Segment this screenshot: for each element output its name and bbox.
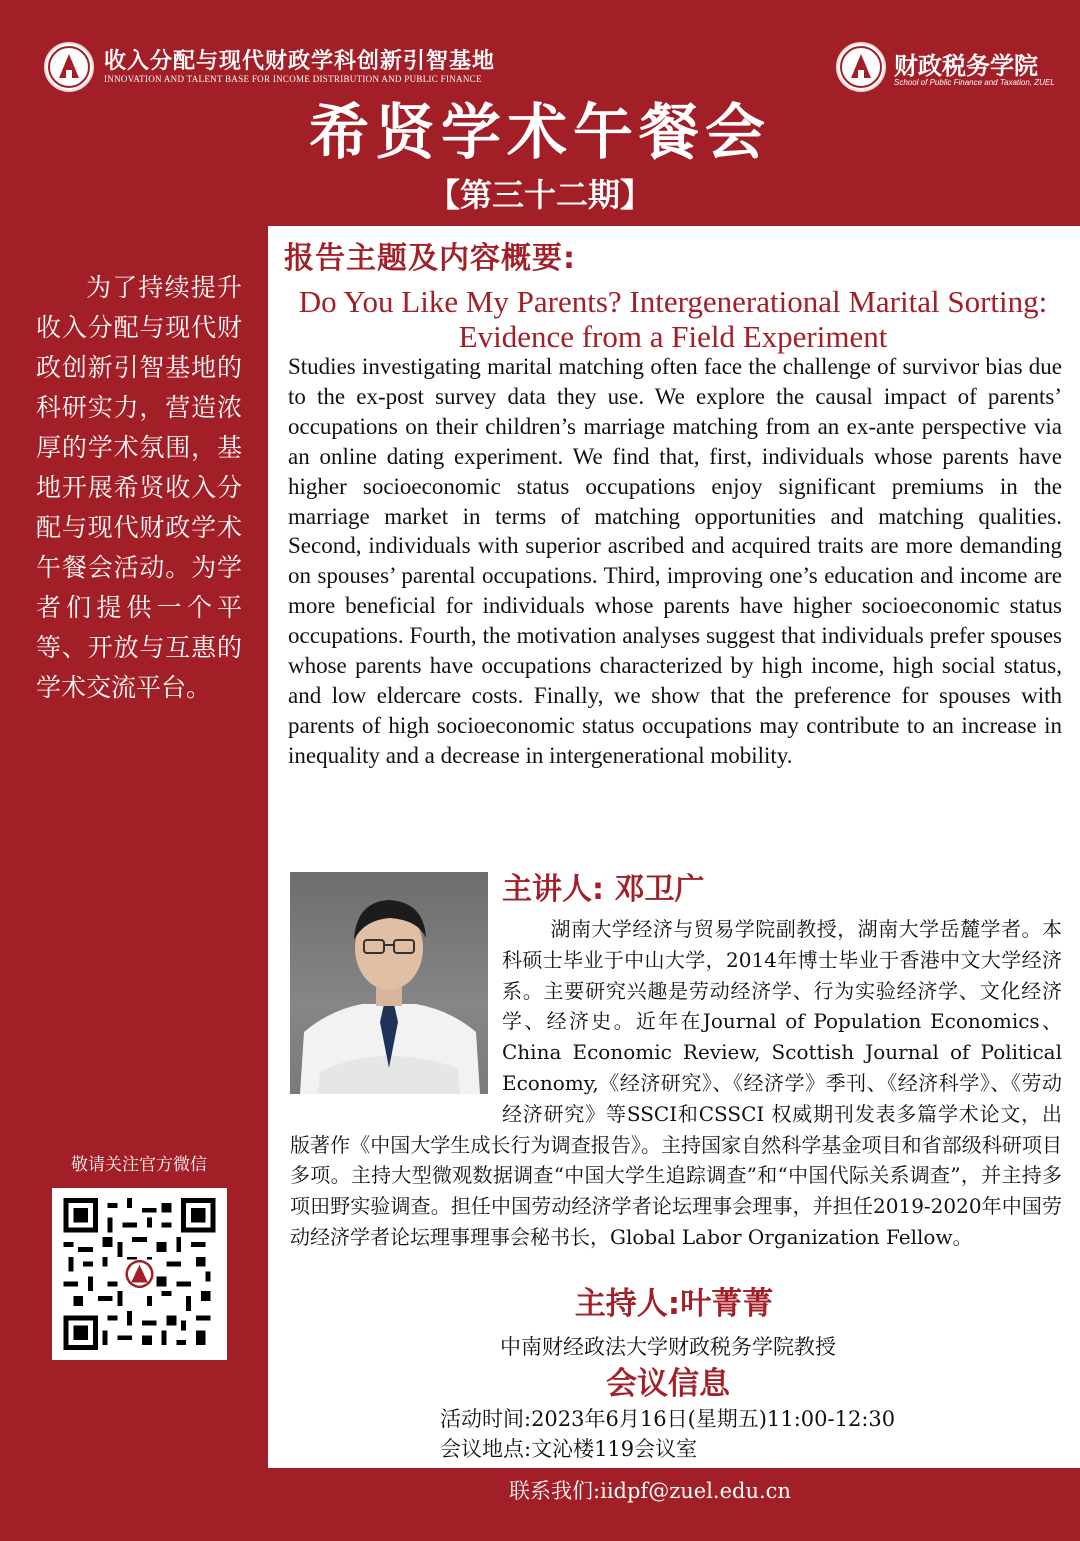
base-logo: [44, 42, 496, 92]
meeting-time: 活动时间:2023年6月16日(星期五)11:00-12:30: [440, 1407, 896, 1431]
base-name-en: INNOVATION AND TALENT BASE FOR INCOME DISTRIBUTION AND PUBLIC FINANCE: [104, 74, 482, 84]
school-logo: [836, 42, 1055, 92]
meeting-place: 会议地点:文沁楼119会议室: [440, 1437, 698, 1461]
school-name-en: School of Public Finance and Taxation, ZUEL: [894, 78, 1055, 87]
base-name-cn: 收入分配与现代财政学科创新引智基地: [104, 49, 496, 74]
follow-label: 敬请关注官方微信: [71, 1155, 207, 1175]
school-seal-icon: [836, 42, 886, 92]
speaker-bio: [290, 914, 1062, 1253]
issue-number: 【第三十二期】: [427, 176, 652, 214]
intro-text: 为了持续提升收入分配与现代财政创新引智基地的科研实力，营造浓厚的学术氛围，基地开展希贤收入分配与现代财政学术午餐会活动。为学者们提供一个平等、开放与互惠的学术交流平台。: [36, 273, 242, 702]
photo-spacer: [290, 914, 502, 1100]
speaker-bio-text: 湖南大学经济与贸易学院副教授，湖南大学岳麓学者。本科硕士毕业于中山大学，2014年博士毕业于香港中文大学经济系。主要研究兴趣是劳动经济学、行为实验经济学、文化经济学、经济史。近年在Journal of Population Economics、China Economic Review, Scottish Journal of Political Economy,《经济研究》、《经济学》季刊、《经济科学》、《劳动经济研究》等SSCI和CSSCI 权威期刊发表多篇学术论文，出版著作《中国大学生成长行为调查报告》。主持国家自然科学基金项目和省部级科研项目多项。主持大型微观数据调查“中国大学生追踪调查”和“中国代际关系调查”，并主持多项田野实验调查。担任中国劳动经济学者论坛理事会理事，并担任2019-2020年中国劳动经济学者论坛理事理事会秘书长，Global Labor Organization Fellow。: [290, 917, 1062, 1249]
wechat-qr-code: [52, 1188, 227, 1360]
contact-email[interactable]: 联系我们:iidpf@zuel.edu.cn: [509, 1479, 791, 1503]
base-seal-icon: [44, 42, 94, 92]
meeting-heading: 会议信息: [606, 1366, 730, 1402]
qr-code-icon: [62, 1198, 217, 1350]
page-title: 希贤学术午餐会: [309, 98, 771, 168]
host-description: 中南财经政法大学财政税务学院教授: [500, 1335, 836, 1359]
school-name-cn: 财政税务学院: [894, 52, 1038, 80]
host-heading: 主持人:叶菁菁: [574, 1286, 774, 1322]
speaker-heading: 主讲人: 邓卫广: [502, 872, 705, 907]
abstract-text: Studies investigating marital matching often face the challenge of survivor bias due to the ex-post survey data they use. We explore the causal impact of parents’ occupations on their children’s marriage matching from an ex-ante perspective via an online dating experiment. We find that, first, individuals whose parents have higher socioeconomic status occupations enjoy significant premiums in the marriage market in terms of matching opportunities and matching qualities. Second, individuals with superior ascribed and acquired traits are more demanding on spouses’ parental occupations. Third, improving one’s education and income are more beneficial for individuals whose parents have higher socioeconomic status occupations. Fourth, the motivation analyses suggest that individuals prefer spouses whose parents have occupations characterized by high income, high social status, and low eldercare costs. Finally, we show that the preference for spouses with parents of high socioeconomic status occupations may contribute to an increase in inequality and a decrease in intergenerational mobility.: [288, 354, 1062, 768]
talk-title: Do You Like My Parents? Intergenerational Marital Sorting: Evidence from a Field Experiment: [298, 284, 1048, 354]
report-heading: 报告主题及内容概要:: [284, 241, 576, 276]
